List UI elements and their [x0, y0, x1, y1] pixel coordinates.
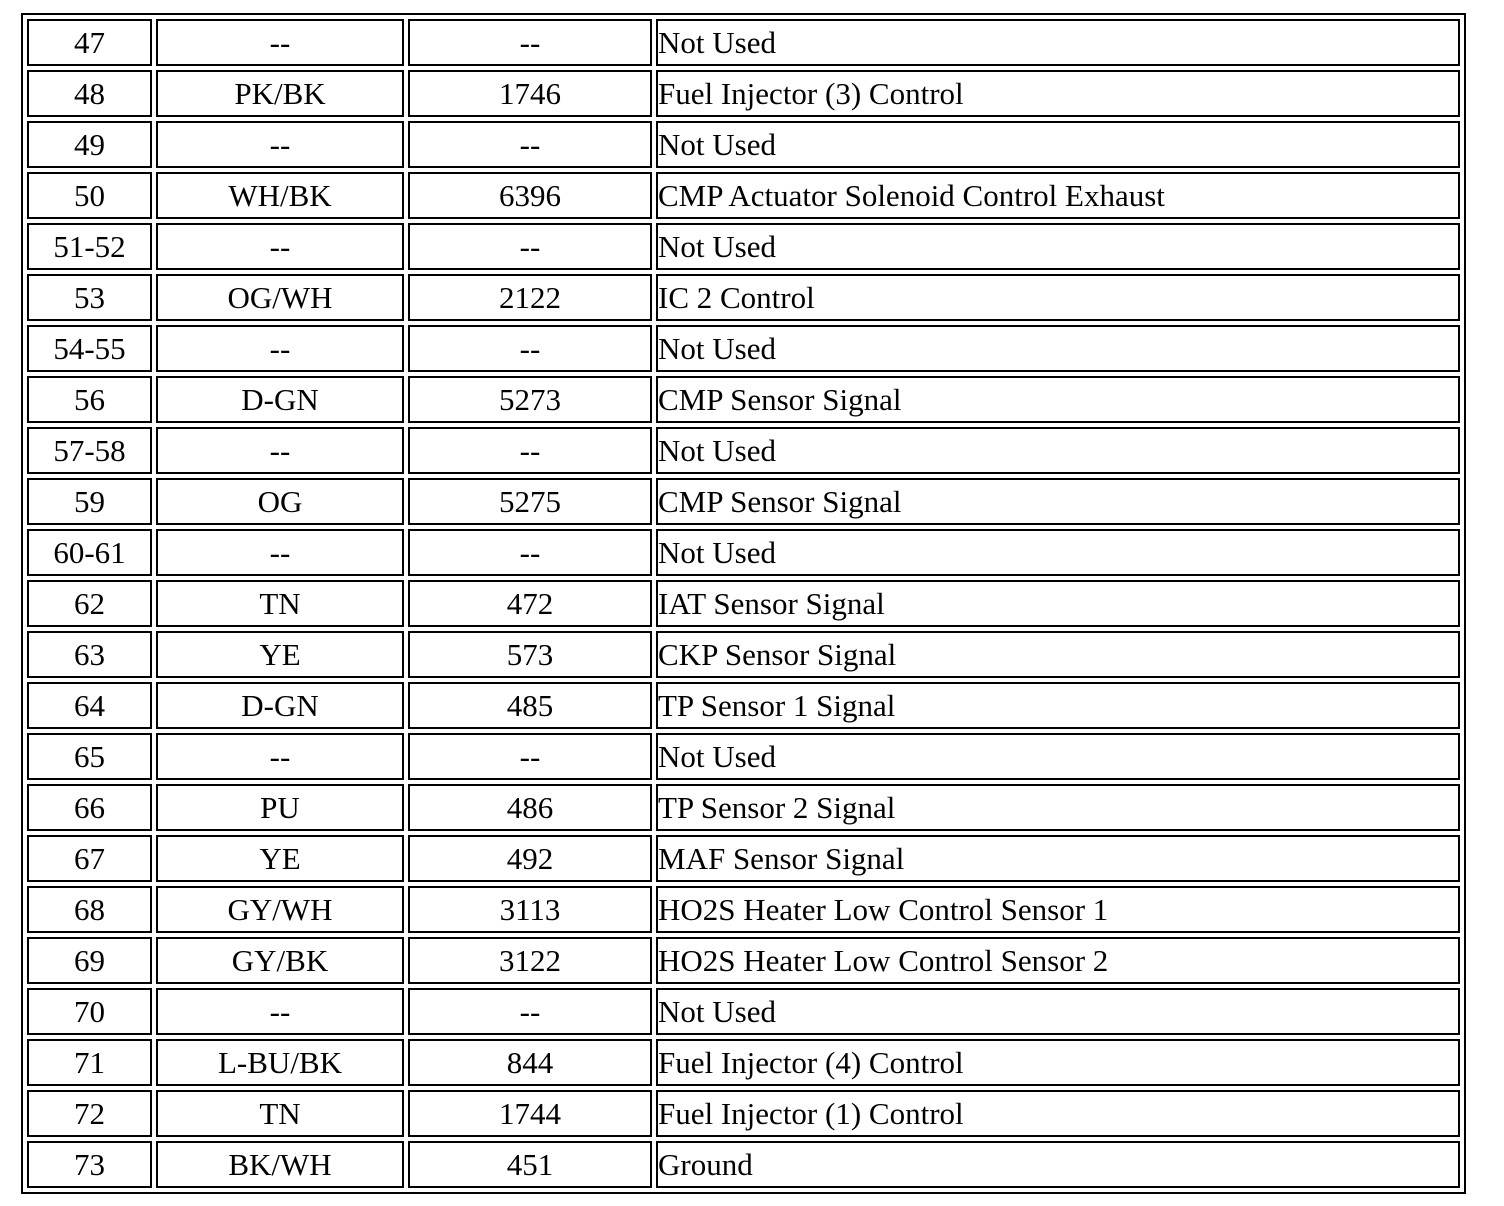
wire-color-cell: BK/WH: [156, 1141, 404, 1188]
wire-color-cell: YE: [156, 835, 404, 882]
table-row: [27, 478, 1460, 525]
circuit-number-cell: 844: [408, 1039, 652, 1086]
pin-function-cell: MAF Sensor Signal: [656, 835, 1460, 882]
wire-color-cell: OG: [156, 478, 404, 525]
circuit-number-cell: --: [408, 19, 652, 66]
table-row: [27, 223, 1460, 270]
pin-number-cell: 69: [27, 937, 152, 984]
pin-number-cell: 63: [27, 631, 152, 678]
pin-function-cell: TP Sensor 1 Signal: [656, 682, 1460, 729]
table-row: [27, 835, 1460, 882]
pin-function-cell: CMP Sensor Signal: [656, 376, 1460, 423]
pin-number-cell: 49: [27, 121, 152, 168]
wire-color-cell: --: [156, 325, 404, 372]
pin-function-cell: CMP Actuator Solenoid Control Exhaust: [656, 172, 1460, 219]
pin-function-cell: Fuel Injector (4) Control: [656, 1039, 1460, 1086]
circuit-number-cell: 5273: [408, 376, 652, 423]
table-row: [27, 733, 1460, 780]
pin-function-cell: Not Used: [656, 325, 1460, 372]
table-row: [27, 682, 1460, 729]
pin-number-cell: 67: [27, 835, 152, 882]
table-row: [27, 376, 1460, 423]
pin-number-cell: 47: [27, 19, 152, 66]
wire-color-cell: --: [156, 427, 404, 474]
wire-color-cell: PK/BK: [156, 70, 404, 117]
table-row: [27, 580, 1460, 627]
pin-function-cell: Ground: [656, 1141, 1460, 1188]
circuit-number-cell: 485: [408, 682, 652, 729]
pin-function-cell: HO2S Heater Low Control Sensor 1: [656, 886, 1460, 933]
wire-color-cell: YE: [156, 631, 404, 678]
table-row: [27, 70, 1460, 117]
wire-color-cell: --: [156, 988, 404, 1035]
table-row: [27, 172, 1460, 219]
pin-number-cell: 53: [27, 274, 152, 321]
table-body: [27, 19, 1460, 1188]
wire-color-cell: --: [156, 529, 404, 576]
pin-function-cell: TP Sensor 2 Signal: [656, 784, 1460, 831]
wire-color-cell: --: [156, 121, 404, 168]
pin-function-cell: Fuel Injector (1) Control: [656, 1090, 1460, 1137]
circuit-number-cell: 472: [408, 580, 652, 627]
table-row: [27, 1039, 1460, 1086]
pin-number-cell: 70: [27, 988, 152, 1035]
wire-color-cell: WH/BK: [156, 172, 404, 219]
pin-function-cell: Not Used: [656, 733, 1460, 780]
pin-number-cell: 72: [27, 1090, 152, 1137]
wire-color-cell: --: [156, 223, 404, 270]
pin-number-cell: 48: [27, 70, 152, 117]
table-row: [27, 886, 1460, 933]
pin-number-cell: 64: [27, 682, 152, 729]
wire-color-cell: D-GN: [156, 682, 404, 729]
circuit-number-cell: 573: [408, 631, 652, 678]
circuit-number-cell: --: [408, 988, 652, 1035]
pin-number-cell: 51-52: [27, 223, 152, 270]
pin-number-cell: 68: [27, 886, 152, 933]
wire-color-cell: OG/WH: [156, 274, 404, 321]
wire-color-cell: L-BU/BK: [156, 1039, 404, 1086]
table-row: [27, 274, 1460, 321]
circuit-number-cell: --: [408, 223, 652, 270]
circuit-number-cell: 6396: [408, 172, 652, 219]
circuit-number-cell: --: [408, 427, 652, 474]
table-row: [27, 19, 1460, 66]
circuit-number-cell: --: [408, 529, 652, 576]
circuit-number-cell: --: [408, 733, 652, 780]
pin-function-cell: Not Used: [656, 427, 1460, 474]
pin-function-cell: IC 2 Control: [656, 274, 1460, 321]
pin-function-cell: Not Used: [656, 988, 1460, 1035]
pin-function-cell: Fuel Injector (3) Control: [656, 70, 1460, 117]
pin-number-cell: 66: [27, 784, 152, 831]
table-row: [27, 631, 1460, 678]
pin-number-cell: 60-61: [27, 529, 152, 576]
wire-color-cell: TN: [156, 1090, 404, 1137]
circuit-number-cell: 1746: [408, 70, 652, 117]
wire-color-cell: --: [156, 19, 404, 66]
circuit-number-cell: 486: [408, 784, 652, 831]
circuit-number-cell: 451: [408, 1141, 652, 1188]
circuit-number-cell: --: [408, 325, 652, 372]
circuit-number-cell: 1744: [408, 1090, 652, 1137]
table-row: [27, 937, 1460, 984]
wire-color-cell: GY/BK: [156, 937, 404, 984]
pin-number-cell: 54-55: [27, 325, 152, 372]
pin-function-cell: HO2S Heater Low Control Sensor 2: [656, 937, 1460, 984]
pin-function-cell: CMP Sensor Signal: [656, 478, 1460, 525]
connector-pinout-table: [21, 13, 1466, 1194]
pin-number-cell: 65: [27, 733, 152, 780]
pin-number-cell: 62: [27, 580, 152, 627]
table-row: [27, 529, 1460, 576]
pinout-table: [23, 15, 1464, 1192]
pin-number-cell: 56: [27, 376, 152, 423]
table-row: [27, 784, 1460, 831]
wire-color-cell: GY/WH: [156, 886, 404, 933]
wire-color-cell: TN: [156, 580, 404, 627]
circuit-number-cell: --: [408, 121, 652, 168]
pin-function-cell: CKP Sensor Signal: [656, 631, 1460, 678]
pin-function-cell: IAT Sensor Signal: [656, 580, 1460, 627]
pin-function-cell: Not Used: [656, 529, 1460, 576]
pin-number-cell: 57-58: [27, 427, 152, 474]
table-row: [27, 427, 1460, 474]
table-row: [27, 1141, 1460, 1188]
wire-color-cell: --: [156, 733, 404, 780]
pin-number-cell: 50: [27, 172, 152, 219]
wire-color-cell: D-GN: [156, 376, 404, 423]
circuit-number-cell: 2122: [408, 274, 652, 321]
table-row: [27, 325, 1460, 372]
table-row: [27, 1090, 1460, 1137]
pin-number-cell: 73: [27, 1141, 152, 1188]
table-row: [27, 121, 1460, 168]
table-row: [27, 988, 1460, 1035]
pin-number-cell: 59: [27, 478, 152, 525]
circuit-number-cell: 3122: [408, 937, 652, 984]
wire-color-cell: PU: [156, 784, 404, 831]
pin-function-cell: Not Used: [656, 19, 1460, 66]
pin-number-cell: 71: [27, 1039, 152, 1086]
circuit-number-cell: 5275: [408, 478, 652, 525]
pin-function-cell: Not Used: [656, 121, 1460, 168]
circuit-number-cell: 3113: [408, 886, 652, 933]
pin-function-cell: Not Used: [656, 223, 1460, 270]
circuit-number-cell: 492: [408, 835, 652, 882]
